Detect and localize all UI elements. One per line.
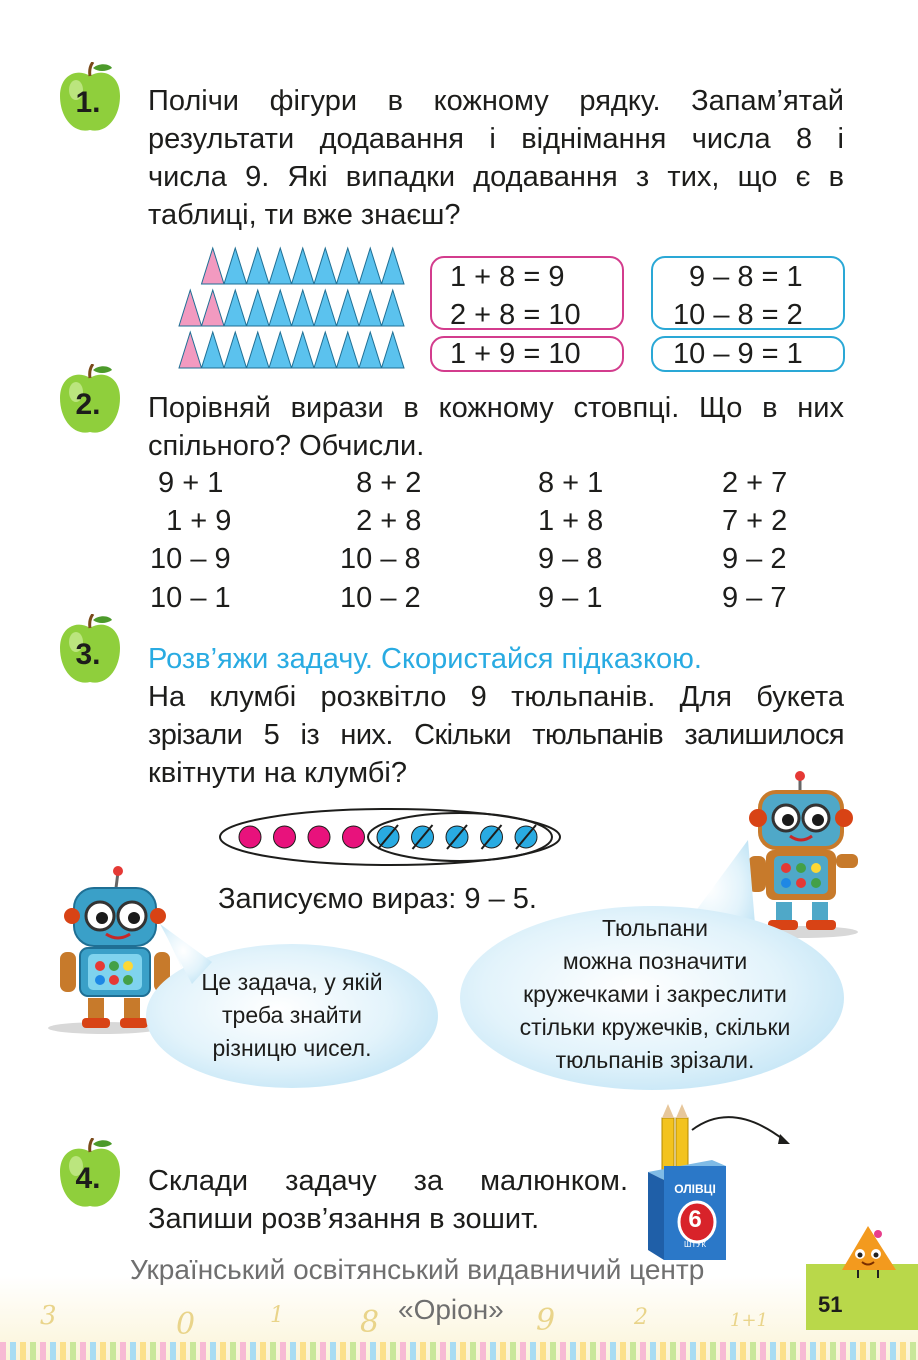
blue-triangle: [269, 332, 292, 368]
stripe: [810, 1342, 816, 1360]
task-3-hint: Розв’яжи задачу. Скористайся підказкою.: [148, 643, 702, 675]
stripe: [190, 1342, 196, 1360]
stripe: [270, 1342, 276, 1360]
equation: 2 + 8 = 10: [450, 299, 581, 331]
pink-triangle: [179, 332, 202, 368]
expression: 9 – 8: [538, 543, 603, 575]
stripe: [340, 1342, 346, 1360]
stripe: [450, 1342, 456, 1360]
footer-stripe-decoration: [0, 1336, 918, 1360]
stripe: [910, 1342, 916, 1360]
stripe: [50, 1342, 56, 1360]
pink-circle: [274, 826, 296, 848]
task-2-number: 2.: [75, 388, 101, 421]
equation: 10 – 8 = 2: [673, 299, 803, 331]
svg-text:9: 9: [536, 1303, 556, 1338]
page-number: 51: [818, 1292, 843, 1317]
task-1-line: Полічи фігури в кожному рядку. Запам’ятай: [148, 85, 844, 117]
stripe: [540, 1342, 546, 1360]
expression: 9 – 1: [538, 582, 603, 614]
stripe: [880, 1342, 886, 1360]
bubble-right-text: [470, 912, 840, 1077]
blue-triangle: [337, 332, 360, 368]
stripe: [100, 1342, 106, 1360]
expression: 1 + 8: [538, 505, 604, 537]
stripe: [150, 1342, 156, 1360]
equation: 10 – 9 = 1: [673, 338, 803, 370]
stripe: [90, 1342, 96, 1360]
stripe: [170, 1342, 176, 1360]
stripe: [520, 1342, 526, 1360]
task-1-text: [148, 82, 844, 234]
svg-text:0: 0: [176, 1307, 196, 1340]
bubble-line: кружечками і закреслити: [523, 981, 787, 1007]
task-3-line: На клумбі розквітло 9 тюльпанів. Для букета: [148, 681, 844, 713]
stripe: [130, 1342, 136, 1360]
stripe: [420, 1342, 426, 1360]
expression: 2 + 8: [340, 505, 422, 537]
task-1-line: числа 9. Які випадки додавання з тих, що є в: [148, 161, 844, 193]
stripe: [380, 1342, 386, 1360]
stripe: [840, 1342, 846, 1360]
triangle-mascot-icon: [838, 1222, 900, 1280]
stripe: [600, 1342, 606, 1360]
stripe: [860, 1342, 866, 1360]
stripe: [580, 1342, 586, 1360]
stripe: [300, 1342, 306, 1360]
stripe: [70, 1342, 76, 1360]
task-1-line: результати додавання і віднімання числа 8 і: [148, 123, 844, 155]
expression: 2 + 7: [722, 467, 788, 499]
stripe: [230, 1342, 236, 1360]
bubble-line: тюльпанів зрізали.: [555, 1047, 755, 1073]
stripe: [570, 1342, 576, 1360]
blue-triangle: [382, 332, 405, 368]
stripe: [850, 1342, 856, 1360]
expression: 8 + 2: [340, 467, 422, 499]
task-2-text: [148, 389, 844, 465]
stripe: [120, 1342, 126, 1360]
stripe: [160, 1342, 166, 1360]
blue-triangle: [382, 290, 405, 326]
stripe: [460, 1342, 466, 1360]
blue-triangle: [292, 332, 315, 368]
publisher-brand: «Оріон»: [398, 1294, 504, 1325]
expression-line: Записуємо вираз: 9 – 5.: [218, 883, 537, 915]
pencil-box-unit: ШТУК: [684, 1240, 706, 1249]
pink-triangle: [202, 290, 225, 326]
blue-triangle: [224, 332, 247, 368]
stripe: [390, 1342, 396, 1360]
stripe: [760, 1342, 766, 1360]
stripe: [770, 1342, 776, 1360]
blue-triangle: [247, 248, 270, 284]
stripe: [0, 1342, 6, 1360]
stripe: [250, 1342, 256, 1360]
blue-triangle: [382, 248, 405, 284]
expression: 9 – 2: [722, 543, 787, 575]
expression: 9 – 7: [722, 582, 787, 614]
task-3-line: зрізали 5 із них. Скільки тюльпанів залишилося: [148, 719, 844, 751]
expression: 10 – 1: [150, 582, 231, 614]
expression: 9 + 1: [150, 467, 224, 499]
stripe: [830, 1342, 836, 1360]
stripe: [690, 1342, 696, 1360]
stripe: [330, 1342, 336, 1360]
expression: 10 – 2: [340, 582, 421, 614]
blue-triangle: [314, 290, 337, 326]
task-4-line: Запиши розв’язання в зошит.: [148, 1203, 540, 1235]
task-2-apple-icon: [56, 364, 126, 440]
task-1-number: 1.: [75, 86, 101, 119]
bubble-line: треба знайти: [222, 1002, 362, 1028]
task-2-line: спільного? Обчисли.: [148, 430, 425, 462]
stripe: [890, 1342, 896, 1360]
box-add-9: [430, 336, 624, 372]
pink-circle: [308, 826, 330, 848]
stripe: [80, 1342, 86, 1360]
stripe: [490, 1342, 496, 1360]
stripe: [30, 1342, 36, 1360]
stripe: [680, 1342, 686, 1360]
bubble-line: Це задача, у якій: [201, 969, 383, 995]
equation: 1 + 8 = 9: [450, 261, 565, 293]
stripe: [40, 1342, 46, 1360]
bubble-line: стільки кружечків, скільки: [519, 1014, 791, 1040]
stripe: [630, 1342, 636, 1360]
stripe: [350, 1342, 356, 1360]
stripe: [530, 1342, 536, 1360]
blue-triangle: [359, 248, 382, 284]
box-add-8: [430, 256, 624, 330]
pencil-box-title: ОЛІВЦІ: [674, 1182, 716, 1196]
stripe: [210, 1342, 216, 1360]
stripe: [730, 1342, 736, 1360]
task-3-apple-icon: [56, 614, 126, 690]
task-2-line: Порівняй вирази в кожному стовпці. Що в них: [148, 392, 844, 424]
stripe: [280, 1342, 286, 1360]
svg-text:1+1: 1+1: [730, 1310, 768, 1331]
stripe: [670, 1342, 676, 1360]
box-sub-9: [651, 336, 845, 372]
expression: 1 + 9: [150, 505, 232, 537]
svg-text:1: 1: [270, 1303, 284, 1328]
task-4-number: 4.: [75, 1162, 101, 1195]
task-1-line: таблиці, ти вже знаєш?: [148, 199, 461, 231]
stripe: [710, 1342, 716, 1360]
pink-circle: [343, 826, 365, 848]
stripe: [820, 1342, 826, 1360]
svg-text:3: 3: [40, 1301, 57, 1331]
stripe: [550, 1342, 556, 1360]
blue-triangle: [314, 332, 337, 368]
bubble-left-text: [172, 966, 412, 1065]
stripe: [370, 1342, 376, 1360]
stripe: [900, 1342, 906, 1360]
task-4-text: [148, 1162, 628, 1238]
blue-triangle: [337, 290, 360, 326]
stripe: [590, 1342, 596, 1360]
bubble-line: можна позначити: [562, 948, 748, 974]
stripe: [180, 1342, 186, 1360]
expression: 7 + 2: [722, 505, 788, 537]
blue-triangle: [337, 248, 360, 284]
blue-triangle: [314, 248, 337, 284]
stripe: [200, 1342, 206, 1360]
stripe: [110, 1342, 116, 1360]
equation: 1 + 9 = 10: [450, 338, 581, 370]
bubble-line: різницю чисел.: [212, 1035, 372, 1061]
blue-triangle: [224, 248, 247, 284]
stripe: [790, 1342, 796, 1360]
stripe: [320, 1342, 326, 1360]
stripe: [510, 1342, 516, 1360]
blue-triangle: [247, 332, 270, 368]
stripe: [870, 1342, 876, 1360]
blue-triangle: [202, 332, 225, 368]
stripe: [480, 1342, 486, 1360]
box-sub-8: [651, 256, 845, 330]
blue-triangle: [269, 290, 292, 326]
stripe: [60, 1342, 66, 1360]
expression: 10 – 9: [150, 543, 231, 575]
stripe: [140, 1342, 146, 1360]
task-1-apple-icon: [56, 62, 126, 138]
pink-triangle: [179, 290, 202, 326]
blue-triangle: [292, 248, 315, 284]
stripe: [500, 1342, 506, 1360]
task-3-line: квітнути на клумбі?: [148, 757, 407, 789]
expression: 8 + 1: [538, 467, 604, 499]
stripe: [750, 1342, 756, 1360]
pencil-box-count: 6: [688, 1206, 702, 1233]
blue-triangle: [247, 290, 270, 326]
blue-triangle: [359, 332, 382, 368]
blue-triangle: [359, 290, 382, 326]
stripe: [470, 1342, 476, 1360]
stripe: [800, 1342, 806, 1360]
stripe: [240, 1342, 246, 1360]
stripe: [260, 1342, 266, 1360]
blue-triangle: [224, 290, 247, 326]
stripe: [560, 1342, 566, 1360]
stripe: [610, 1342, 616, 1360]
triangle-rows: [138, 246, 408, 376]
stripe: [360, 1342, 366, 1360]
blue-triangle: [269, 248, 292, 284]
stripe: [720, 1342, 726, 1360]
svg-text:2: 2: [634, 1305, 648, 1330]
stripe: [620, 1342, 626, 1360]
stripe: [700, 1342, 706, 1360]
stripe: [440, 1342, 446, 1360]
blue-triangle: [292, 290, 315, 326]
stripe: [640, 1342, 646, 1360]
stripe: [410, 1342, 416, 1360]
bubble-line: Тюльпани: [602, 915, 708, 941]
stripe: [650, 1342, 656, 1360]
stripe: [220, 1342, 226, 1360]
stripe: [310, 1342, 316, 1360]
svg-text:8: 8: [360, 1305, 380, 1340]
expression: 10 – 8: [340, 543, 421, 575]
stripe: [780, 1342, 786, 1360]
task-4-apple-icon: [56, 1138, 126, 1214]
task-3-number: 3.: [75, 638, 101, 671]
pink-triangle: [202, 248, 225, 284]
stripe: [290, 1342, 296, 1360]
stripe: [10, 1342, 16, 1360]
stripe: [740, 1342, 746, 1360]
equation: 9 – 8 = 1: [689, 261, 803, 293]
stripe: [660, 1342, 666, 1360]
stripe: [400, 1342, 406, 1360]
stripe: [20, 1342, 26, 1360]
pink-circle: [239, 826, 261, 848]
task-4-line: Склади задачу за малюнком.: [148, 1165, 628, 1197]
publisher-name: Український освітянський видавничий центр: [130, 1254, 705, 1285]
stripe: [430, 1342, 436, 1360]
